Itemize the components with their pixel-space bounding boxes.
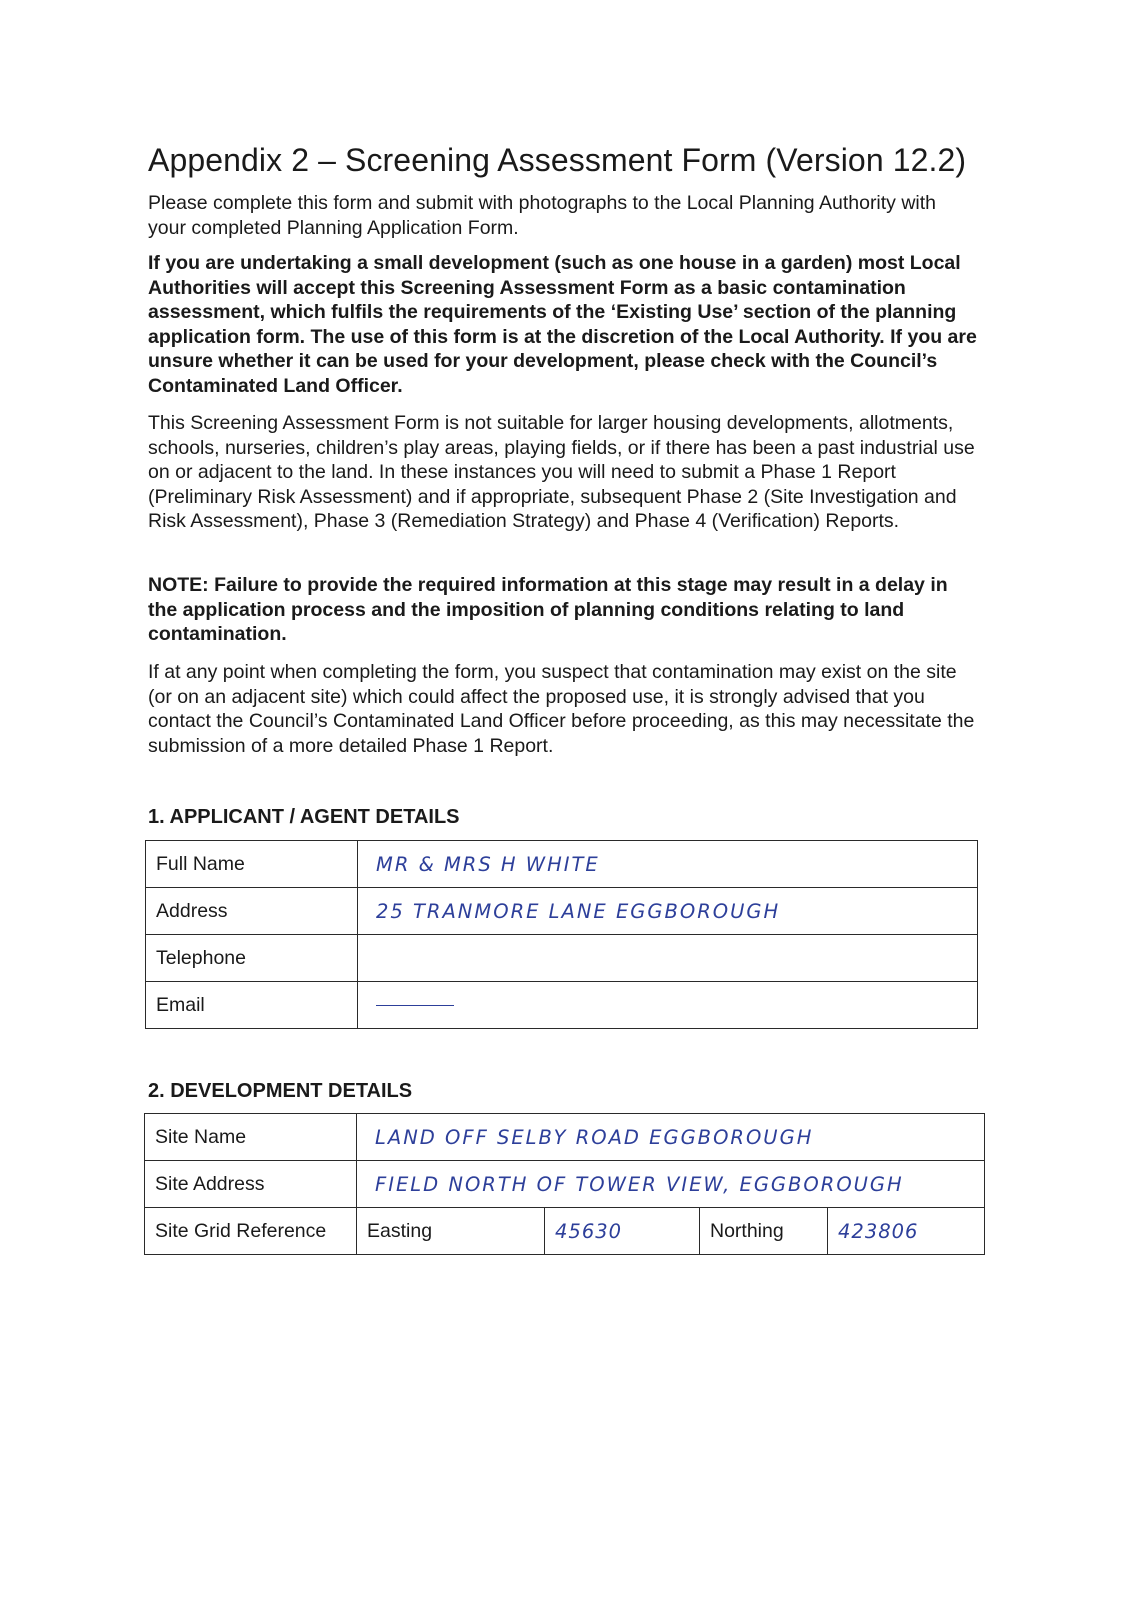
table-row-telephone: [146, 935, 978, 982]
email-label: Email: [146, 982, 358, 1029]
address-field[interactable]: 25 TRANMORE LANE EGGBOROUGH: [358, 888, 978, 935]
development-details-table: [144, 1113, 985, 1255]
development-section-heading: 2. DEVELOPMENT DETAILS: [148, 1080, 413, 1102]
applicant-section-heading: 1. APPLICANT / AGENT DETAILS: [148, 806, 460, 828]
suspect-contamination-paragraph: If at any point when completing the form, you suspect that contamination may exist on the site (or on an adjacent site) which could affect the proposed use, it is strongly advised that you contact the Council’s Contaminated Land Officer before proceeding, as this may necessitate the submission of a more detailed Phase 1 Report.: [148, 661, 975, 757]
northing-field[interactable]: 423806: [828, 1208, 985, 1255]
full-name-label: Full Name: [146, 841, 358, 888]
full-name-field[interactable]: MR & MRS H WHITE: [358, 841, 978, 888]
table-row-full-name: [146, 841, 978, 888]
table-row-email: [146, 982, 978, 1029]
site-name-label: Site Name: [145, 1114, 357, 1161]
applicant-details-table: [145, 840, 978, 1029]
telephone-label: Telephone: [146, 935, 358, 982]
page-title: Appendix 2 – Screening Assessment Form (Version 12.2): [148, 142, 967, 178]
intro-paragraph: Please complete this form and submit with photographs to the Local Planning Authority with your completed Planning Application Form.: [148, 192, 937, 239]
handwritten-dash-mark: [376, 1005, 454, 1006]
table-row-site-address: [145, 1161, 985, 1208]
not-suitable-paragraph: This Screening Assessment Form is not suitable for larger housing developments, allotments, schools, nurseries, children’s play areas, playing fields, or if there has been a past industrial use on or adjacent to the land. In these instances you will need to submit a Phase 1 Report (Preliminary Risk Assessment) and if appropriate, subsequent Phase 2 (Site Investigation and Risk Assessment), Phase 3 (Remediation Strategy) and Phase 4 (Verification) Reports.: [148, 412, 975, 533]
email-field[interactable]: [358, 982, 978, 1029]
table-row-site-name: [145, 1114, 985, 1161]
site-name-field[interactable]: LAND OFF SELBY ROAD EGGBOROUGH: [357, 1114, 985, 1161]
site-address-field[interactable]: FIELD NORTH OF TOWER VIEW, EGGBOROUGH: [357, 1161, 985, 1208]
note-paragraph: NOTE: Failure to provide the required information at this stage may result in a delay in the application process and the imposition of planning conditions relating to land contamination.: [148, 574, 948, 646]
northing-label: Northing: [700, 1208, 828, 1255]
address-label: Address: [146, 888, 358, 935]
grid-reference-label: Site Grid Reference: [145, 1208, 357, 1255]
table-row-address: [146, 888, 978, 935]
table-row-grid-reference: [145, 1208, 985, 1255]
site-address-label: Site Address: [145, 1161, 357, 1208]
small-development-paragraph: If you are undertaking a small development (such as one house in a garden) most Local Authorities will accept this Screening Assessment Form as a basic contamination assessment, which fulfils the requirements of the ‘Existing Use’ section of the planning application form. The use of this form is at the discretion of the Local Authority. If you are unsure whether it can be used for your development, please check with the Council’s Contaminated Land Officer.: [148, 252, 977, 397]
telephone-field[interactable]: [358, 935, 978, 982]
easting-field[interactable]: 45630: [545, 1208, 700, 1255]
easting-label: Easting: [357, 1208, 545, 1255]
